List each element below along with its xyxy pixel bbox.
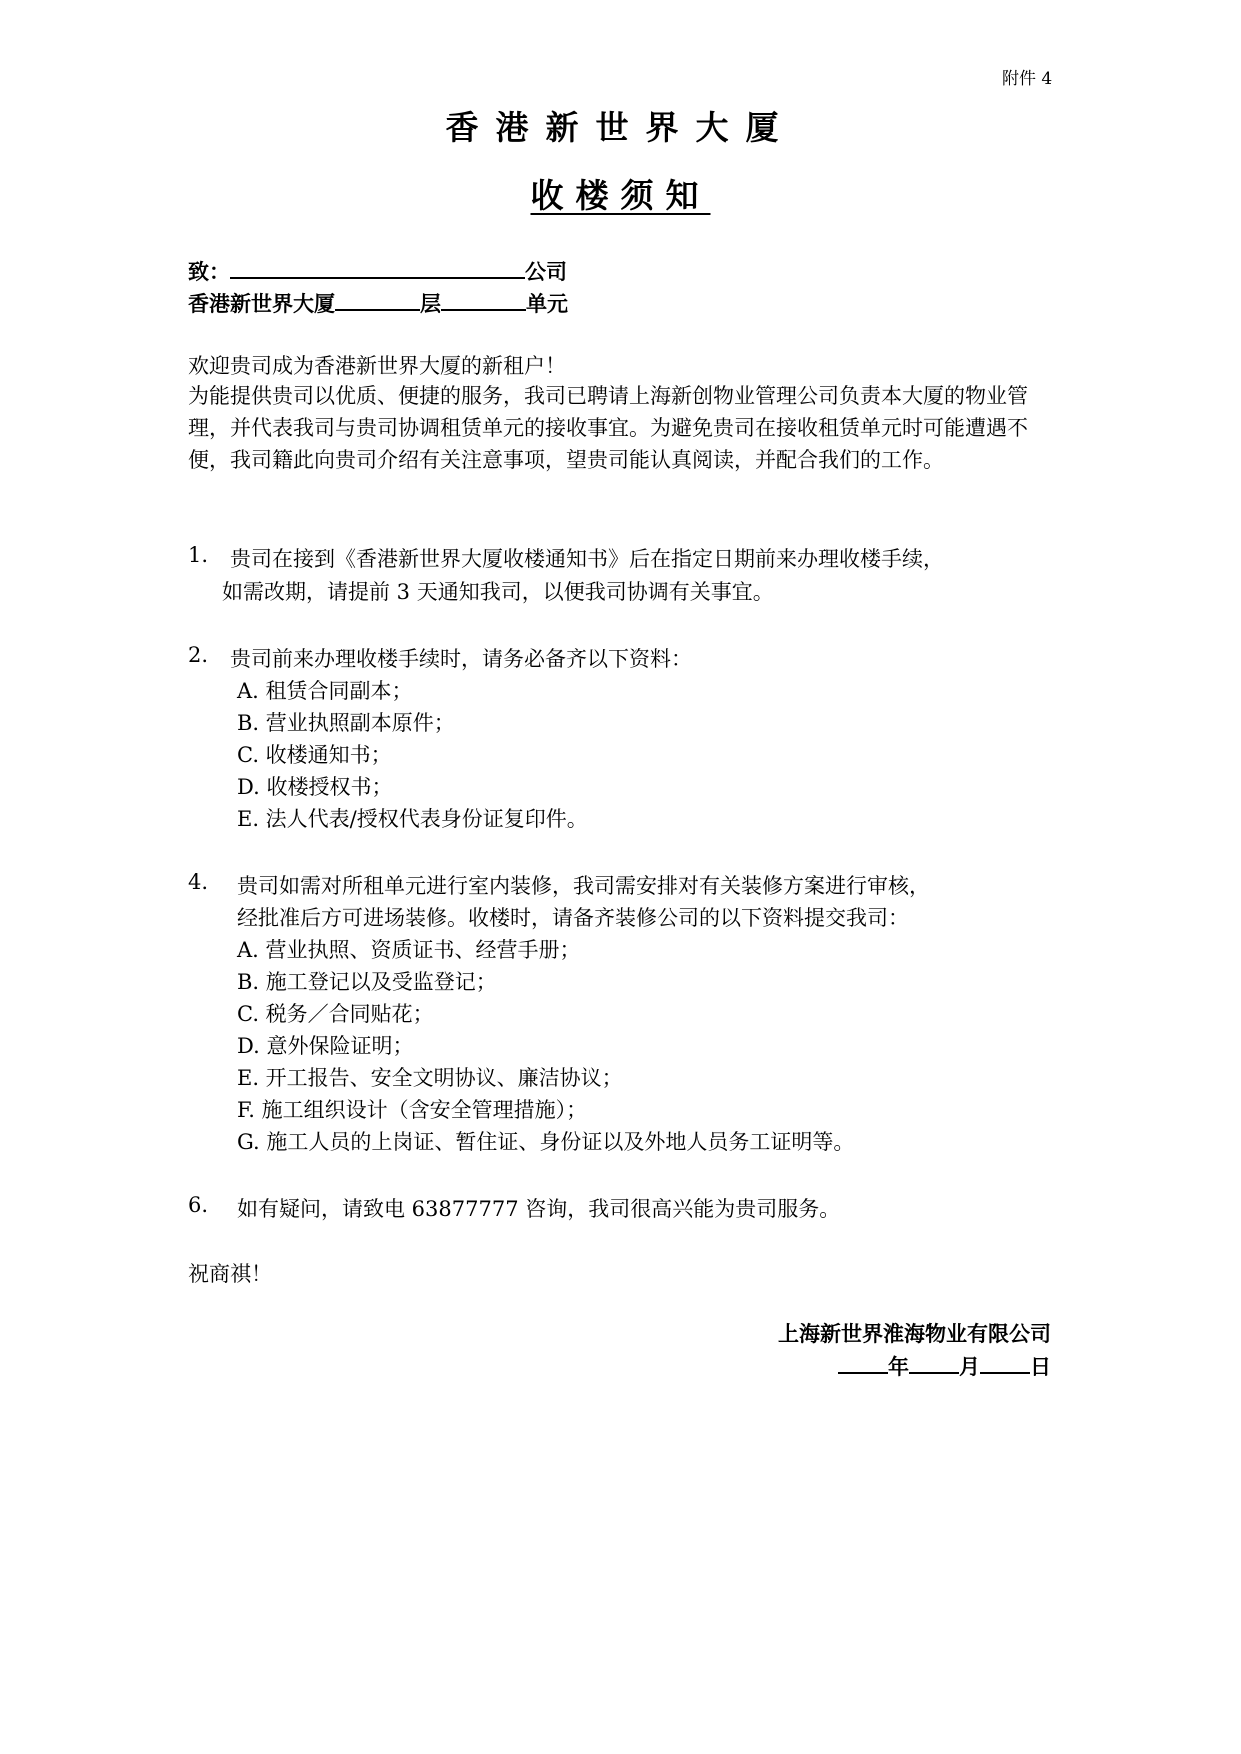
day-blank (980, 1350, 1030, 1374)
document-subtitle (0, 170, 1241, 217)
unit-line (188, 287, 568, 318)
month-blank (909, 1350, 959, 1374)
item4-line2: 经批准后方可进场装修。收楼时，请备齐装修公司的以下资料提交我司： (237, 906, 909, 930)
recipient-line (188, 255, 567, 286)
closing-text: 祝商祺！ (188, 1262, 272, 1286)
item4-sub-e: E. 开工报告、安全文明协议、廉洁协议； (237, 1066, 623, 1090)
item2-sub-b: B. 营业执照副本原件； (237, 711, 455, 735)
item6-text: 如有疑问，请致电 63877777 咨询，我司很高兴能为贵司服务。 (237, 1197, 841, 1221)
item6-number: 6. (188, 1193, 209, 1217)
item2-text: 贵司前来办理收楼手续时，请务必备齐以下资料： (230, 647, 692, 671)
signature-company: 上海新世界淮海物业有限公司 (778, 1322, 1051, 1346)
item1-line1: 贵司在接到《香港新世界大厦收楼通知书》后在指定日期前来办理收楼手续， (230, 547, 944, 571)
unit-unit-label: 单元 (526, 292, 568, 316)
recipient-prefix: 致： (188, 260, 230, 284)
item4-sub-c: C. 税务／合同贴花； (237, 1002, 434, 1026)
company-name-blank (230, 255, 525, 279)
item4-number: 4. (188, 870, 209, 894)
item2-sub-c: C. 收楼通知书； (237, 743, 392, 767)
item4-sub-d: D. 意外保险证明； (237, 1034, 414, 1058)
year-label: 年 (888, 1355, 909, 1379)
welcome-text: 欢迎贵司成为香港新世界大厦的新租户！ (188, 354, 566, 378)
item4-sub-f: F. 施工组织设计（含安全管理措施）； (237, 1098, 588, 1122)
item4-line1: 贵司如需对所租单元进行室内装修，我司需安排对有关装修方案进行审核， (237, 874, 930, 898)
item1-number: 1. (188, 543, 209, 567)
item4-sub-b: B. 施工登记以及受监登记； (237, 970, 497, 994)
day-label: 日 (1030, 1355, 1051, 1379)
attachment-label: 附件 4 (1002, 69, 1053, 89)
month-label: 月 (959, 1355, 980, 1379)
item2-number: 2. (188, 643, 209, 667)
document-subtitle-text: 收楼须知 (530, 176, 711, 215)
year-blank (838, 1350, 888, 1374)
document-title: 香港新世界大厦 (445, 108, 796, 147)
floor-blank (335, 287, 420, 311)
unit-floor-label: 层 (420, 292, 441, 316)
intro-paragraph: 为能提供贵司以优质、便捷的服务，我司已聘请上海新创物业管理公司负责本大厦的物业管理，并代表我司与贵司协调租赁单元的接收事宜。为避免贵司在接收租赁单元时可能遭遇不便，我司籍此向贵司介绍有关注意事项，望贵司能认真阅读，并配合我们的工作。 (188, 384, 1028, 472)
signature-date (838, 1350, 1051, 1381)
item2-sub-e: E. 法人代表/授权代表身份证复印件。 (237, 807, 588, 831)
item2-sub-d: D. 收楼授权书； (237, 775, 393, 799)
item2-sub-a: A. 租赁合同副本； (237, 679, 413, 703)
recipient-suffix: 公司 (525, 260, 567, 284)
item4-sub-a: A. 营业执照、资质证书、经营手册； (237, 938, 581, 962)
unit-building: 香港新世界大厦 (188, 292, 335, 316)
item4-sub-g: G. 施工人员的上岗证、暂住证、身份证以及外地人员务工证明等。 (237, 1130, 855, 1154)
unit-blank (441, 287, 526, 311)
item1-line2: 如需改期，请提前 3 天通知我司，以便我司协调有关事宜。 (222, 580, 774, 604)
